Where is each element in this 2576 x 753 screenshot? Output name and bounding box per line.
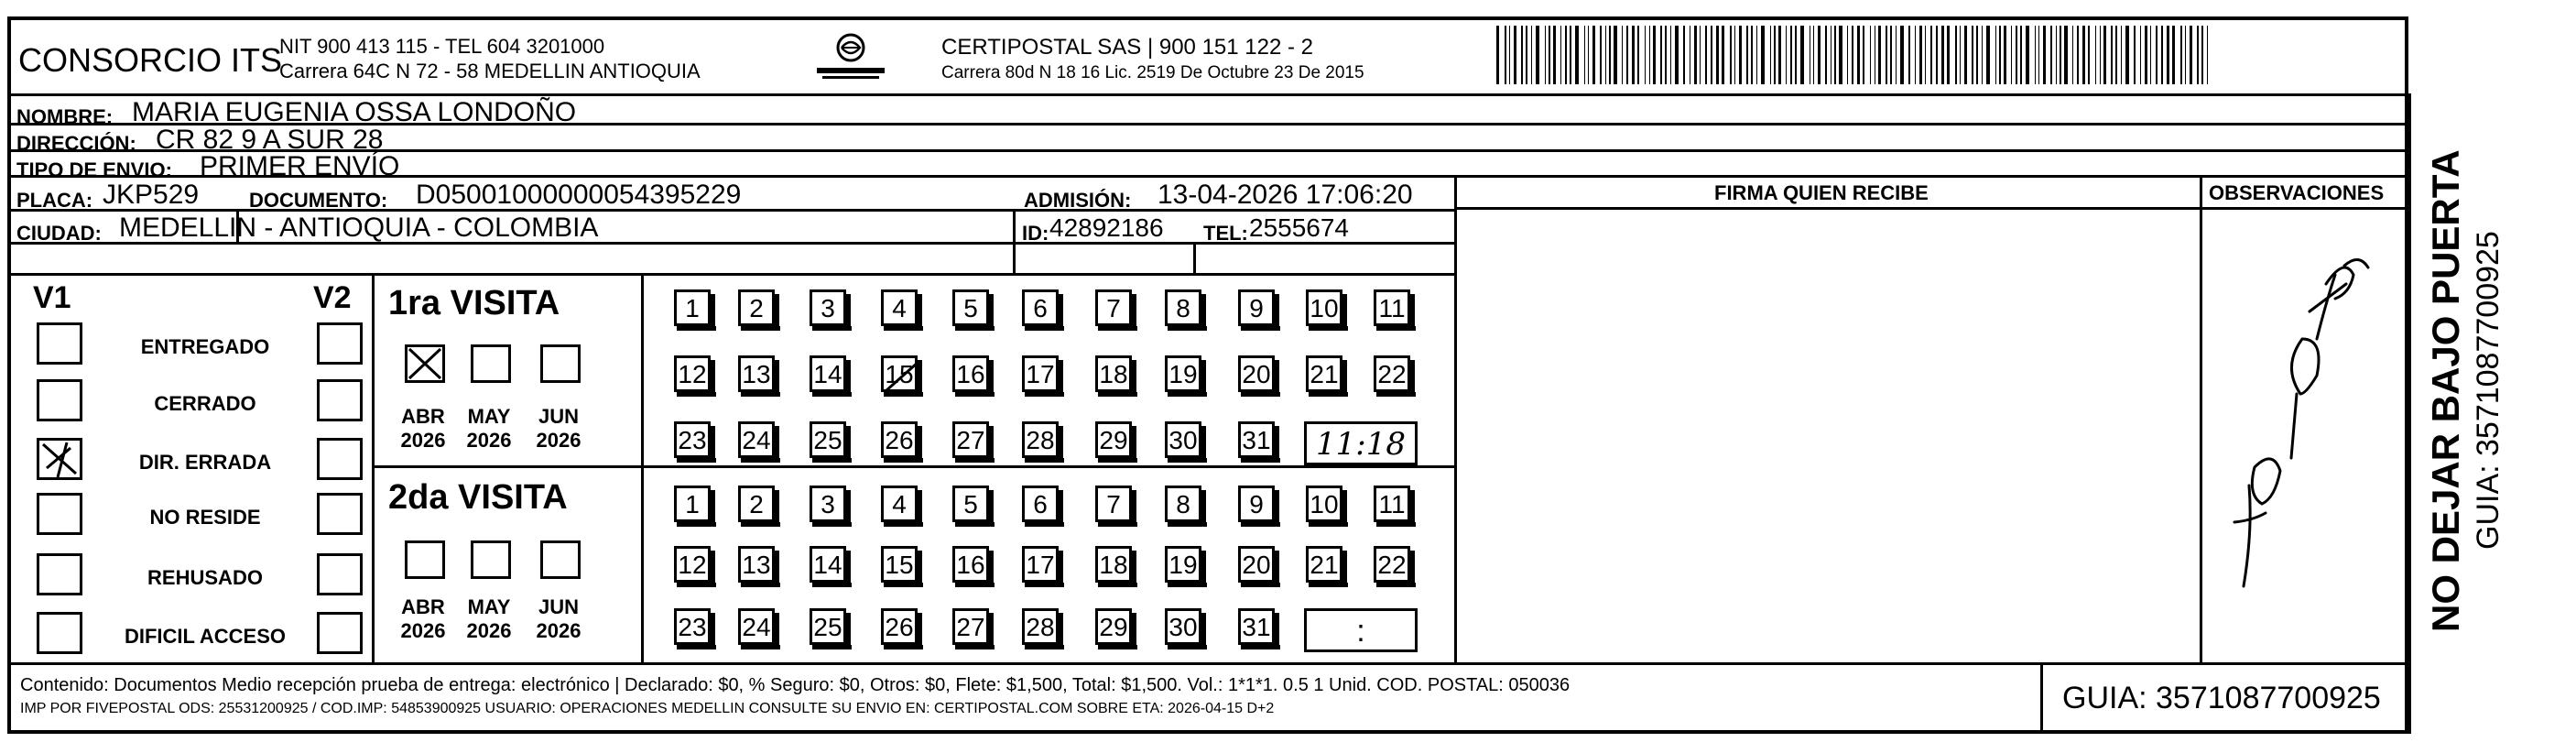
barcode-bar [2004, 26, 2006, 84]
barcode-bar [2111, 26, 2113, 84]
day-box[interactable]: 16 [952, 546, 989, 583]
barcode-bar [2064, 26, 2068, 84]
barcode-bar [1514, 26, 1516, 84]
month-label: ABR [401, 595, 445, 618]
month-checkbox[interactable] [540, 344, 581, 383]
day-box[interactable]: 25 [810, 421, 846, 458]
v2-checkbox[interactable] [317, 493, 363, 535]
barcode-bar [2088, 26, 2090, 84]
month-year: 2026 [400, 429, 446, 452]
barcode-bar [2082, 26, 2085, 84]
day-box[interactable]: 21 [1306, 355, 1342, 392]
barcode-bar [1588, 26, 1589, 84]
month-checkbox[interactable] [405, 540, 445, 579]
barcode-bar [1847, 26, 1848, 84]
barcode-bar [1976, 26, 1978, 84]
barcode-bar [1592, 26, 1595, 84]
month-label: MAY [467, 595, 511, 618]
address-label: DIRECCIÓN: [16, 132, 136, 155]
certipostal-logo [811, 29, 890, 82]
barcode-bar [1722, 26, 1724, 84]
barcode-bar [1982, 26, 1983, 84]
barcode-bar [1670, 26, 1671, 84]
first-visit-time[interactable]: 11:18 [1304, 421, 1418, 465]
day-box[interactable]: 19 [1165, 355, 1201, 392]
day-box[interactable]: 22 [1374, 355, 1410, 392]
barcode-bar [2190, 26, 2192, 84]
day-box[interactable]: 3 [810, 289, 846, 326]
company-name: CONSORCIO ITS [18, 41, 283, 79]
carrier-name: CERTIPOSTAL SAS | 900 151 122 - 2 [941, 35, 1313, 60]
barcode-bar [1614, 26, 1617, 84]
barcode-bar [2125, 26, 2129, 84]
barcode-bar [1930, 26, 1932, 84]
month-year: 2026 [536, 429, 582, 452]
barcode-bar [1632, 26, 1635, 84]
day-box[interactable]: 26 [881, 608, 918, 645]
barcode-bar [1896, 26, 1897, 84]
barcode-bar [2038, 26, 2039, 84]
month-label: JUN [538, 595, 579, 618]
barcode-bar [1751, 26, 1753, 84]
day-box[interactable]: 9 [1238, 486, 1275, 522]
barcode-bar [2103, 26, 2106, 84]
day-box[interactable]: 16 [952, 355, 989, 392]
barcode-bar [2201, 26, 2203, 84]
barcode-bar [1886, 26, 1887, 84]
barcode [1496, 26, 2225, 84]
status-label: REHUSADO [147, 566, 263, 589]
barcode-bar [1825, 26, 1827, 84]
barcode-bar [1878, 26, 1881, 84]
barcode-bar [1584, 26, 1585, 84]
day-box[interactable]: 20 [1238, 355, 1275, 392]
signature-area[interactable] [1458, 211, 2198, 660]
barcode-bar [2043, 26, 2046, 84]
barcode-bar [1649, 26, 1650, 84]
barcode-bar [1716, 26, 1719, 84]
barcode-bar [1834, 26, 1836, 84]
day-box[interactable]: 8 [1165, 486, 1201, 522]
v1-checkbox[interactable] [37, 612, 82, 654]
v2-label: V2 [313, 280, 352, 315]
day-box[interactable]: 2 [738, 289, 775, 326]
barcode-bar [1786, 26, 1787, 84]
company-nit: NIT 900 413 115 - TEL 604 3201000 [279, 35, 605, 58]
month-checkbox[interactable] [405, 344, 445, 383]
day-box[interactable]: 6 [1022, 289, 1059, 326]
first-visit-title: 1ra VISITA [388, 284, 560, 322]
barcode-bar [1852, 26, 1853, 84]
status-label: ENTREGADO [140, 335, 270, 358]
v1-checkbox[interactable] [37, 438, 82, 480]
barcode-bar [1739, 26, 1742, 84]
day-box[interactable]: 11 [1374, 486, 1410, 522]
day-box[interactable]: 12 [674, 355, 711, 392]
day-box[interactable]: 26 [881, 421, 918, 458]
barcode-bar [1839, 26, 1842, 84]
day-box[interactable]: 29 [1095, 608, 1132, 645]
day-box[interactable]: 18 [1095, 355, 1132, 392]
day-box[interactable]: 4 [881, 289, 918, 326]
v1-label: V1 [33, 280, 71, 315]
v1-checkbox[interactable] [37, 553, 82, 595]
barcode-bar [1505, 26, 1506, 84]
barcode-bar [1711, 26, 1712, 84]
day-box[interactable]: 7 [1095, 486, 1132, 522]
day-box[interactable]: 19 [1165, 546, 1201, 583]
barcode-bar [1999, 26, 2001, 84]
recipient-name: MARIA EUGENIA OSSA LONDOÑO [132, 97, 577, 127]
barcode-bar [1925, 26, 1926, 84]
v2-checkbox[interactable] [317, 322, 363, 365]
barcode-bar [2161, 26, 2163, 84]
day-box[interactable]: 22 [1374, 546, 1410, 583]
day-box[interactable]: 8 [1165, 289, 1201, 326]
send-type-label: TIPO DE ENVIO: [16, 158, 172, 181]
barcode-bar [2095, 26, 2096, 84]
month-checkbox[interactable] [471, 540, 511, 579]
day-box[interactable]: 18 [1095, 546, 1132, 583]
barcode-bar [1622, 26, 1623, 84]
barcode-bar [1526, 26, 1527, 84]
month-checkbox[interactable] [540, 540, 581, 579]
barcode-bar [1700, 26, 1701, 84]
status-label: CERRADO [154, 392, 256, 415]
barcode-bar [1790, 26, 1792, 84]
recipient-id: 42892186 [1049, 213, 1164, 242]
day-box[interactable]: 30 [1165, 421, 1201, 458]
day-box[interactable]: 11 [1374, 289, 1410, 326]
plate: JKP529 [103, 180, 200, 210]
barcode-bar [2100, 26, 2101, 84]
barcode-bar [2035, 26, 2036, 84]
barcode-bar [2072, 26, 2073, 84]
status-label: NO RESIDE [149, 506, 261, 529]
day-box[interactable]: 28 [1022, 421, 1059, 458]
id-label: ID: [1022, 222, 1049, 245]
day-box[interactable]: 5 [952, 289, 989, 326]
side-guide: GUIA: 3571087700925 [2471, 231, 2505, 550]
footer-guide: GUIA: 3571087700925 [2062, 681, 2381, 715]
barcode-bar [1545, 26, 1546, 84]
barcode-bar [1774, 26, 1776, 84]
day-box[interactable]: 28 [1022, 608, 1059, 645]
day-box[interactable]: 15 [881, 355, 918, 392]
name-label: NOMBRE: [16, 105, 114, 128]
barcode-bar [2185, 26, 2186, 84]
admission-label: ADMISIÓN: [1024, 189, 1132, 212]
admission: 13-04-2026 17:06:20 [1158, 180, 1413, 210]
footer-line-2: IMP POR FIVEPOSTAL ODS: 25531200925 / COD.IMP: 54853900925 USUARIO: OPERACIONES MEDELLIN CONSULTE SU ENVIO EN: CERTIPOSTAL.COM SOBRE ETA: 2026-04-15 D+2 [20, 701, 1275, 716]
day-box[interactable]: 17 [1022, 355, 1059, 392]
day-box[interactable]: 31 [1238, 608, 1275, 645]
v2-checkbox[interactable] [317, 612, 363, 654]
barcode-bar [2060, 26, 2061, 84]
v2-checkbox[interactable] [317, 553, 363, 595]
barcode-bar [1857, 26, 1860, 84]
barcode-bar [2172, 26, 2175, 84]
barcode-bar [2026, 26, 2029, 84]
barcode-bar [1553, 26, 1556, 84]
month-label: MAY [467, 405, 511, 428]
day-box[interactable]: 6 [1022, 486, 1059, 522]
barcode-bar [2150, 26, 2151, 84]
document-label: DOCUMENTO: [249, 189, 388, 212]
day-box[interactable]: 14 [810, 355, 846, 392]
day-box[interactable]: 2 [738, 486, 775, 522]
day-box[interactable]: 13 [738, 546, 775, 583]
barcode-bar [1936, 26, 1938, 84]
barcode-bar [1675, 26, 1679, 84]
barcode-bar [1549, 26, 1550, 84]
day-box[interactable]: 1 [674, 486, 711, 522]
tel-label: TEL: [1203, 222, 1248, 245]
barcode-bar [2145, 26, 2147, 84]
tel: 2555674 [1249, 213, 1350, 242]
day-box[interactable]: 5 [952, 486, 989, 522]
second-visit-title: 2da VISITA [388, 478, 568, 517]
barcode-bar [1947, 26, 1950, 84]
barcode-bar [1756, 26, 1757, 84]
day-box[interactable]: 27 [952, 421, 989, 458]
day-box[interactable]: 10 [1306, 289, 1342, 326]
barcode-bar [1637, 26, 1639, 84]
barcode-bar [1890, 26, 1892, 84]
recipient-address: CR 82 9 A SUR 28 [156, 125, 384, 155]
barcode-bar [1730, 26, 1732, 84]
barcode-bar [1986, 26, 1990, 84]
status-label: DIR. ERRADA [138, 451, 272, 474]
barcode-bar [1746, 26, 1748, 84]
barcode-bar [1795, 26, 1797, 84]
barcode-bar [1683, 26, 1685, 84]
day-box[interactable]: 17 [1022, 546, 1059, 583]
status-label: DIFICIL ACCESO [124, 625, 286, 648]
day-box[interactable]: 24 [738, 421, 775, 458]
barcode-bar [1995, 26, 1996, 84]
barcode-bar [1605, 26, 1606, 84]
day-box[interactable]: 21 [1306, 546, 1342, 583]
day-box[interactable]: 27 [952, 608, 989, 645]
day-box[interactable]: 15 [881, 546, 918, 583]
city: MEDELLIN - ANTIOQUIA - COLOMBIA [119, 213, 599, 243]
observations-header: OBSERVACIONES [2209, 181, 2385, 204]
barcode-bar [2140, 26, 2141, 84]
day-box[interactable]: 23 [674, 421, 711, 458]
barcode-bar [2016, 26, 2017, 84]
plate-label: PLACA: [16, 189, 93, 212]
barcode-bar [1972, 26, 1973, 84]
barcode-bar [2077, 26, 2079, 84]
month-label: JUN [538, 405, 579, 428]
barcode-bar [1908, 26, 1910, 84]
company-address: Carrera 64C N 72 - 58 MEDELLIN ANTIOQUIA [279, 60, 701, 82]
barcode-bar [1955, 26, 1957, 84]
barcode-bar [1734, 26, 1735, 84]
day-box[interactable]: 24 [738, 608, 775, 645]
month-checkbox[interactable] [471, 344, 511, 383]
v2-checkbox[interactable] [317, 379, 363, 421]
barcode-bar [1560, 26, 1561, 84]
barcode-bar [1609, 26, 1611, 84]
barcode-bar [1653, 26, 1656, 84]
barcode-bar [1900, 26, 1904, 84]
day-box[interactable]: 14 [810, 546, 846, 583]
barcode-bar [2011, 26, 2012, 84]
month-year: 2026 [536, 619, 582, 642]
day-box[interactable]: 25 [810, 608, 846, 645]
observation-handwriting [2207, 229, 2399, 614]
day-box[interactable]: 30 [1165, 608, 1201, 645]
month-year: 2026 [400, 619, 446, 642]
barcode-bar [1778, 26, 1781, 84]
barcode-bar [1565, 26, 1567, 84]
barcode-bar [1536, 26, 1539, 84]
day-box[interactable]: 31 [1238, 421, 1275, 458]
month-year: 2026 [466, 429, 512, 452]
barcode-bar [1813, 26, 1814, 84]
barcode-bar [1531, 26, 1532, 84]
barcode-bar [1964, 26, 1967, 84]
v1-checkbox[interactable] [37, 322, 82, 365]
barcode-bar [2056, 26, 2057, 84]
second-visit-time[interactable]: : [1304, 608, 1418, 652]
barcode-bar [2050, 26, 2052, 84]
day-box[interactable]: 1 [674, 289, 711, 326]
barcode-bar [2134, 26, 2136, 84]
footer-line-1: Contenido: Documentos Medio recepción prueba de entrega: electrónico | Declarado: $0, % Seguro: $0, Otros: $0, Flete: $1,500, Total: $1,500. Vol.: 1*1*1. 0.5 1 Unid. COD. POSTAL: 050036 [20, 675, 1571, 695]
barcode-bar [1960, 26, 1961, 84]
barcode-bar [1660, 26, 1662, 84]
barcode-bar [1509, 26, 1510, 84]
barcode-bar [1694, 26, 1697, 84]
barcode-bar [1870, 26, 1871, 84]
signature-header: FIRMA QUIEN RECIBE [1714, 181, 1929, 204]
barcode-bar [1818, 26, 1821, 84]
month-year: 2026 [466, 619, 512, 642]
day-box[interactable]: 23 [674, 608, 711, 645]
send-type: PRIMER ENVÍO [200, 151, 400, 181]
month-label: ABR [401, 405, 445, 428]
day-box[interactable]: 3 [810, 486, 846, 522]
document: D05001000000054395229 [416, 180, 742, 210]
barcode-bar [1645, 26, 1646, 84]
barcode-bar [2197, 26, 2199, 84]
barcode-bar [1570, 26, 1571, 84]
day-box[interactable]: 20 [1238, 546, 1275, 583]
side-warning: NO DEJAR BAJO PUERTA [2424, 149, 2467, 632]
barcode-bar [1575, 26, 1579, 84]
barcode-bar [1496, 26, 1499, 84]
day-box[interactable]: 4 [881, 486, 918, 522]
barcode-bar [1665, 26, 1667, 84]
barcode-bar [1770, 26, 1771, 84]
day-box[interactable]: 13 [738, 355, 775, 392]
day-box[interactable]: 12 [674, 546, 711, 583]
barcode-bar [2121, 26, 2122, 84]
barcode-bar [2115, 26, 2117, 84]
day-box[interactable]: 9 [1238, 289, 1275, 326]
barcode-bar [1800, 26, 1804, 84]
barcode-bar [1941, 26, 1944, 84]
day-box[interactable]: 10 [1306, 486, 1342, 522]
v1-checkbox[interactable] [37, 379, 82, 421]
barcode-bar [1600, 26, 1602, 84]
barcode-bar [1626, 26, 1628, 84]
v1-checkbox[interactable] [37, 493, 82, 535]
barcode-bar [2207, 26, 2208, 84]
barcode-bar [2020, 26, 2022, 84]
barcode-bar [1919, 26, 1922, 84]
v2-checkbox[interactable] [317, 438, 363, 480]
day-box[interactable]: 29 [1095, 421, 1132, 458]
day-box[interactable]: 7 [1095, 289, 1132, 326]
barcode-bar [1915, 26, 1916, 84]
barcode-bar [1863, 26, 1864, 84]
barcode-bar [2156, 26, 2158, 84]
barcode-bar [1705, 26, 1707, 84]
barcode-bar [2167, 26, 2169, 84]
barcode-bar [2180, 26, 2182, 84]
barcode-bar [1521, 26, 1523, 84]
carrier-address: Carrera 80d N 18 16 Lic. 2519 De Octubre 23 De 2015 [941, 63, 1364, 82]
barcode-bar [1761, 26, 1765, 84]
city-label: CIUDAD: [16, 222, 102, 245]
